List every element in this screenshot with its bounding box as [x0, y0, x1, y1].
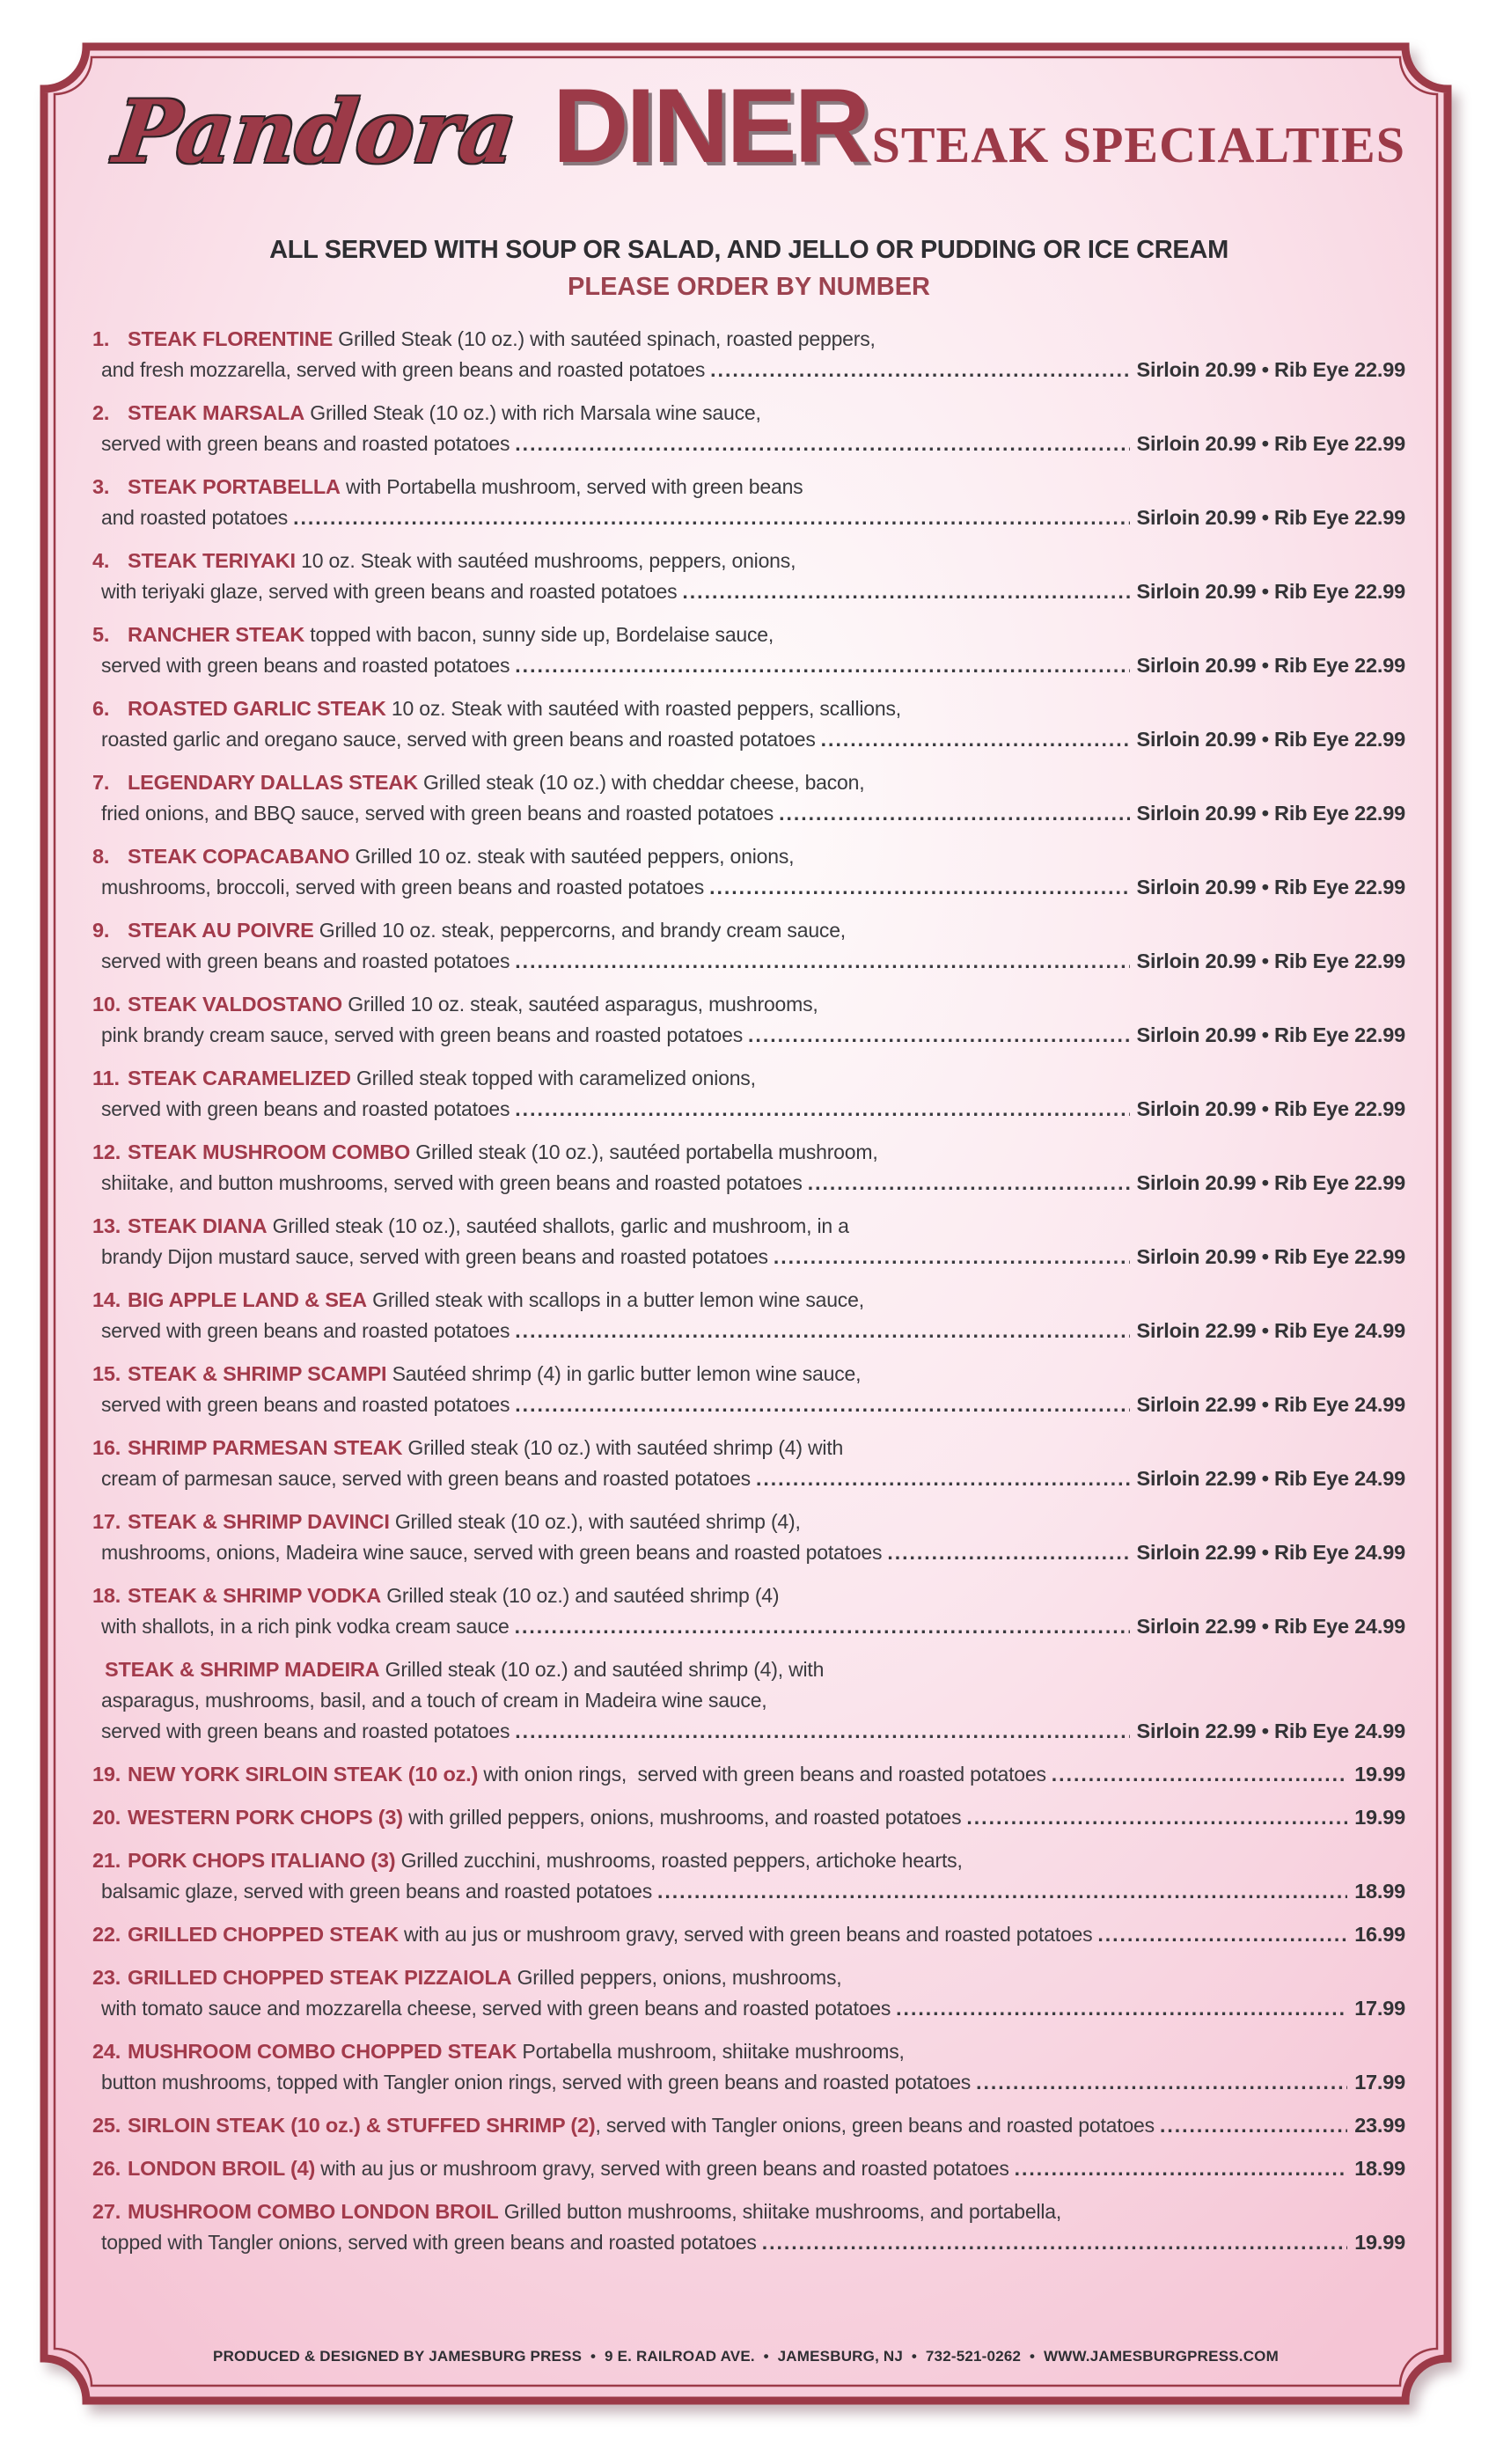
- item-description: Sautéed shrimp (4) in garlic butter lemon wine sauce,: [386, 1362, 862, 1385]
- item-price: 23.99: [1354, 2114, 1405, 2137]
- menu-item: [92, 1962, 1405, 2024]
- item-description: Grilled peppers, onions, mushrooms,: [511, 1966, 842, 1989]
- item-description: button mushrooms, topped with Tangler onion rings, served with green beans and roasted potatoes: [101, 2071, 972, 2094]
- restaurant-script-name: Pandora: [108, 82, 522, 183]
- dot-leader: [515, 650, 1129, 681]
- item-price: 18.99: [1354, 2157, 1405, 2180]
- item-description: served with green beans and roasted potatoes: [101, 654, 510, 677]
- menu-item: [92, 324, 1405, 385]
- dot-leader: [966, 1802, 1347, 1833]
- item-line: [101, 1242, 1405, 1272]
- menu-content: [40, 42, 1452, 2411]
- item-name: STEAK TERIYAKI: [128, 549, 296, 572]
- item-description: Portabella mushroom, shiitake mushrooms,: [517, 2040, 905, 2063]
- item-description: with grilled peppers, onions, mushrooms, and roasted potatoes: [402, 1806, 962, 1829]
- menu-item: [92, 2196, 1405, 2258]
- item-description: served with green beans and roasted potatoes: [101, 1720, 510, 1742]
- item-line: [101, 429, 1405, 459]
- menu-item: [92, 1507, 1405, 1568]
- item-text: [128, 1919, 1092, 1950]
- item-line: [101, 1716, 1405, 1747]
- item-line: [92, 989, 1405, 1020]
- dot-leader: [657, 1876, 1347, 1907]
- dot-leader: [756, 1463, 1130, 1494]
- item-number: 5.: [92, 623, 110, 646]
- menu-item: [92, 2153, 1405, 2184]
- menu-item: [92, 1285, 1405, 1346]
- item-line: [101, 1020, 1405, 1051]
- order-by-number-note: PLEASE ORDER BY NUMBER: [568, 273, 930, 301]
- item-line: [92, 1919, 1405, 1950]
- item-name: STEAK VALDOSTANO: [128, 993, 342, 1016]
- dot-leader: [515, 1094, 1129, 1125]
- item-description: mushrooms, onions, Madeira wine sauce, served with green beans and roasted potatoes: [101, 1541, 883, 1564]
- item-text: [128, 620, 774, 650]
- item-description: asparagus, mushrooms, basil, and a touch of cream in Madeira wine sauce,: [101, 1689, 767, 1712]
- menu-item: [92, 398, 1405, 459]
- item-number: 20.: [92, 1806, 121, 1829]
- item-name: STEAK DIANA: [128, 1214, 268, 1237]
- item-name: STEAK & SHRIMP SCAMPI: [128, 1362, 387, 1385]
- item-number: 26.: [92, 2157, 121, 2180]
- item-price: Sirloin 20.99 • Rib Eye 22.99: [1136, 1023, 1405, 1046]
- item-price: Sirloin 22.99 • Rib Eye 24.99: [1136, 1615, 1405, 1638]
- item-name: PORK CHOPS ITALIANO (3): [128, 1849, 396, 1872]
- item-name: SHRIMP PARMESAN STEAK: [128, 1436, 403, 1459]
- item-description: with Portabella mushroom, served with green beans: [340, 475, 803, 498]
- item-name: STEAK & SHRIMP DAVINCI: [128, 1510, 390, 1533]
- item-name: NEW YORK SIRLOIN STEAK (10 oz.): [128, 1763, 479, 1786]
- item-description: balsamic glaze, served with green beans and roasted potatoes: [101, 1880, 653, 1903]
- item-price: Sirloin 22.99 • Rib Eye 24.99: [1136, 1319, 1405, 1342]
- item-line: [101, 1316, 1405, 1346]
- item-description: served with green beans and roasted potatoes: [101, 1097, 510, 1120]
- item-line: [101, 1993, 1405, 2024]
- item-line: [92, 915, 1405, 946]
- dot-leader: [779, 798, 1129, 829]
- item-price: Sirloin 20.99 • Rib Eye 22.99: [1136, 802, 1405, 825]
- item-description: Grilled 10 oz. steak with sautéed peppers, onions,: [349, 845, 795, 868]
- item-text: [128, 1580, 779, 1611]
- item-description: Grilled steak topped with caramelized onions,: [350, 1067, 756, 1089]
- item-description: and roasted potatoes: [101, 506, 289, 529]
- menu-item: [92, 620, 1405, 681]
- restaurant-brand: DINER: [552, 67, 869, 185]
- item-text: [128, 1137, 878, 1168]
- item-price: Sirloin 20.99 • Rib Eye 22.99: [1136, 358, 1405, 381]
- item-description: with au jus or mushroom gravy, served with green beans and roasted potatoes: [315, 2157, 1009, 2180]
- dot-leader: [821, 724, 1130, 755]
- dot-leader: [808, 1168, 1130, 1199]
- item-line: [92, 1063, 1405, 1094]
- item-description: shiitake, and button mushrooms, served with green beans and roasted potatoes: [101, 1171, 803, 1194]
- item-line: [92, 1759, 1405, 1790]
- item-number: 10.: [92, 993, 121, 1016]
- item-line: [92, 1285, 1405, 1316]
- dot-leader: [762, 2227, 1347, 2258]
- item-text: [128, 1063, 756, 1094]
- item-description: topped with Tangler onions, served with green beans and roasted potatoes: [101, 2231, 757, 2254]
- menu-item: [92, 546, 1405, 607]
- item-text: [128, 1802, 961, 1833]
- item-line: [92, 1962, 1405, 1993]
- item-name: STEAK & SHRIMP MADEIRA: [105, 1658, 380, 1681]
- item-description: cream of parmesan sauce, served with green beans and roasted potatoes: [101, 1467, 751, 1490]
- item-number: 27.: [92, 2200, 121, 2223]
- item-number: 19.: [92, 1763, 121, 1786]
- menu-item: [92, 1063, 1405, 1125]
- item-line: [92, 1507, 1405, 1537]
- item-price: 16.99: [1354, 1923, 1405, 1946]
- item-line: [92, 620, 1405, 650]
- dot-leader: [709, 872, 1129, 903]
- item-line: [92, 1654, 1405, 1685]
- menu-item: [92, 1433, 1405, 1494]
- item-line: [92, 1211, 1405, 1242]
- menu-item: [92, 1919, 1405, 1950]
- item-line: [92, 2110, 1405, 2141]
- item-number: 13.: [92, 1214, 121, 1237]
- item-description: and fresh mozzarella, served with green beans and roasted potatoes: [101, 358, 706, 381]
- item-line: [92, 693, 1405, 724]
- menu-section-title: STEAK SPECIALTIES: [871, 116, 1405, 173]
- item-name: STEAK & SHRIMP VODKA: [128, 1584, 382, 1607]
- item-text: [128, 1359, 861, 1390]
- item-line: [101, 724, 1405, 755]
- item-description: fried onions, and BBQ sauce, served with green beans and roasted potatoes: [101, 802, 774, 825]
- item-description: served with green beans and roasted potatoes: [101, 950, 510, 972]
- dot-leader: [1097, 1919, 1347, 1950]
- dot-leader: [515, 1316, 1129, 1346]
- item-number: 17.: [92, 1510, 121, 1533]
- dot-leader: [976, 2067, 1347, 2098]
- item-number: 24.: [92, 2040, 121, 2063]
- item-name: LONDON BROIL (4): [128, 2157, 316, 2180]
- item-line: [92, 546, 1405, 576]
- item-number: 6.: [92, 697, 110, 720]
- item-text: [128, 767, 864, 798]
- dot-leader: [293, 502, 1129, 533]
- item-line: [92, 2153, 1405, 2184]
- menu-item: [92, 2036, 1405, 2098]
- item-line: [101, 1390, 1405, 1420]
- item-number: 23.: [92, 1966, 121, 1989]
- menu-item: [92, 1359, 1405, 1420]
- item-line: [101, 502, 1405, 533]
- item-price: Sirloin 22.99 • Rib Eye 24.99: [1136, 1393, 1405, 1416]
- dot-leader: [748, 1020, 1129, 1051]
- item-text: [128, 2110, 1155, 2141]
- item-text: [128, 546, 796, 576]
- item-line: [92, 1433, 1405, 1463]
- item-price: 17.99: [1354, 1997, 1405, 2020]
- item-line: [92, 324, 1405, 355]
- item-line: [101, 1537, 1405, 1568]
- item-line: [92, 1802, 1405, 1833]
- item-price: 19.99: [1354, 1806, 1405, 1829]
- item-price: Sirloin 20.99 • Rib Eye 22.99: [1136, 432, 1405, 455]
- item-line: [92, 472, 1405, 502]
- menu-item: [92, 1654, 1405, 1747]
- item-description: Grilled steak (10 oz.), sautéed shallots, garlic and mushroom, in a: [267, 1214, 849, 1237]
- item-name: STEAK COPACABANO: [128, 845, 350, 868]
- dot-leader: [515, 429, 1129, 459]
- item-description: pink brandy cream sauce, served with green beans and roasted potatoes: [101, 1023, 744, 1046]
- item-text: [128, 472, 803, 502]
- item-name: WESTERN PORK CHOPS (3): [128, 1806, 403, 1829]
- item-text: [128, 1845, 963, 1876]
- item-text: [128, 1433, 843, 1463]
- menu-item: [92, 472, 1405, 533]
- menu-item: [92, 767, 1405, 829]
- item-number: 2.: [92, 401, 110, 424]
- item-description: with teriyaki glaze, served with green beans and roasted potatoes: [101, 580, 678, 603]
- item-number: 16.: [92, 1436, 121, 1459]
- item-name: SIRLOIN STEAK (10 oz.) & STUFFED SHRIMP (2): [128, 2114, 596, 2137]
- item-price: 18.99: [1354, 1880, 1405, 1903]
- item-name: STEAK CARAMELIZED: [128, 1067, 351, 1089]
- item-text: [128, 841, 794, 872]
- item-description: , served with Tangler onions, green beans and roasted potatoes: [595, 2114, 1155, 2137]
- dot-leader: [896, 1993, 1347, 2024]
- item-text: [128, 2153, 1009, 2184]
- item-price: Sirloin 20.99 • Rib Eye 22.99: [1136, 876, 1405, 898]
- item-description: Grilled zucchini, mushrooms, roasted peppers, artichoke hearts,: [395, 1849, 963, 1872]
- item-name: MUSHROOM COMBO CHOPPED STEAK: [128, 2040, 517, 2063]
- menu-item: [92, 1211, 1405, 1272]
- item-price: Sirloin 20.99 • Rib Eye 22.99: [1136, 950, 1405, 972]
- item-text: [128, 1759, 1046, 1790]
- item-line: [101, 2227, 1405, 2258]
- printer-credit: PRODUCED & DESIGNED BY JAMESBURG PRESS • 9 E. RAILROAD AVE. • JAMESBURG, NJ • 732-521-0262 • WWW.JAMESBURGPRESS.COM: [213, 2348, 1279, 2365]
- item-description: Grilled steak (10 oz.), sautéed portabella mushroom,: [410, 1140, 878, 1163]
- item-number: 18.: [92, 1584, 121, 1607]
- item-name: GRILLED CHOPPED STEAK: [128, 1923, 399, 1946]
- item-text: [128, 1285, 864, 1316]
- menu-item: [92, 1759, 1405, 1790]
- dot-leader: [710, 355, 1129, 385]
- item-text: [128, 324, 876, 355]
- header: [92, 65, 1405, 222]
- item-line: [92, 841, 1405, 872]
- item-text: [128, 2036, 905, 2067]
- item-description: Grilled steak (10 oz.) and sautéed shrimp (4), with: [379, 1658, 825, 1681]
- item-text: [128, 398, 761, 429]
- item-description: brandy Dijon mustard sauce, served with green beans and roasted potatoes: [101, 1245, 768, 1268]
- item-description: served with green beans and roasted potatoes: [101, 1393, 510, 1416]
- item-description: Grilled steak (10 oz.) and sautéed shrimp (4): [381, 1584, 780, 1607]
- item-line: [101, 1685, 1405, 1716]
- item-name: GRILLED CHOPPED STEAK PIZZAIOLA: [128, 1966, 512, 1989]
- item-line: [101, 355, 1405, 385]
- item-line: [101, 576, 1405, 607]
- item-line: [92, 1359, 1405, 1390]
- item-price: Sirloin 20.99 • Rib Eye 22.99: [1136, 1097, 1405, 1120]
- item-description: Grilled 10 oz. steak, sautéed asparagus, mushrooms,: [342, 993, 818, 1016]
- dot-leader: [887, 1537, 1129, 1568]
- item-text: [128, 2196, 1061, 2227]
- item-line: [92, 1137, 1405, 1168]
- item-description: 10 oz. Steak with sautéed mushrooms, peppers, onions,: [295, 549, 796, 572]
- menu-item: [92, 1580, 1405, 1642]
- menu-item: [92, 2110, 1405, 2141]
- menu-item: [92, 841, 1405, 903]
- item-name: STEAK MARSALA: [128, 401, 305, 424]
- item-price: Sirloin 20.99 • Rib Eye 22.99: [1136, 1245, 1405, 1268]
- item-price: Sirloin 20.99 • Rib Eye 22.99: [1136, 580, 1405, 603]
- item-price: 17.99: [1354, 2071, 1405, 2094]
- item-line: [101, 946, 1405, 977]
- menu-items: [92, 324, 1405, 2258]
- dot-leader: [515, 946, 1129, 977]
- item-line: [92, 2196, 1405, 2227]
- item-name: STEAK MUSHROOM COMBO: [128, 1140, 411, 1163]
- item-description: Grilled 10 oz. steak, peppercorns, and brandy cream sauce,: [313, 919, 846, 942]
- item-number: 8.: [92, 845, 110, 868]
- dot-leader: [515, 1716, 1129, 1747]
- menu-item: [92, 1845, 1405, 1907]
- dot-leader: [515, 1390, 1129, 1420]
- item-line: [92, 1580, 1405, 1611]
- item-name: STEAK AU POIVRE: [128, 919, 314, 942]
- menu-item: [92, 693, 1405, 755]
- item-line: [92, 1845, 1405, 1876]
- item-number: 25.: [92, 2114, 121, 2137]
- item-number: 21.: [92, 1849, 121, 1872]
- item-number: 11.: [92, 1067, 120, 1089]
- item-price: Sirloin 22.99 • Rib Eye 24.99: [1136, 1541, 1405, 1564]
- item-description: Grilled button mushrooms, shiitake mushrooms, and portabella,: [498, 2200, 1062, 2223]
- item-description: topped with bacon, sunny side up, Bordelaise sauce,: [304, 623, 774, 646]
- item-number: 14.: [92, 1288, 121, 1311]
- item-description: with au jus or mushroom gravy, served with green beans and roasted potatoes: [398, 1923, 1093, 1946]
- item-text: [128, 1507, 801, 1537]
- item-line: [101, 1463, 1405, 1494]
- item-line: [101, 872, 1405, 903]
- item-name: RANCHER STEAK: [128, 623, 305, 646]
- item-line: [92, 2036, 1405, 2067]
- menu-item: [92, 915, 1405, 977]
- menu-card: [40, 42, 1452, 2411]
- item-price: Sirloin 20.99 • Rib Eye 22.99: [1136, 728, 1405, 751]
- item-price: Sirloin 20.99 • Rib Eye 22.99: [1136, 1171, 1405, 1194]
- item-text: [105, 1654, 824, 1685]
- item-price: Sirloin 22.99 • Rib Eye 24.99: [1136, 1720, 1405, 1742]
- item-description: served with green beans and roasted potatoes: [101, 432, 510, 455]
- item-description: mushrooms, broccoli, served with green beans and roasted potatoes: [101, 876, 705, 898]
- item-price: Sirloin 20.99 • Rib Eye 22.99: [1136, 654, 1405, 677]
- item-description: with tomato sauce and mozzarella cheese, served with green beans and roasted potatoes: [101, 1997, 891, 2020]
- item-description: Grilled Steak (10 oz.) with sautéed spinach, roasted peppers,: [333, 327, 876, 350]
- item-line: [101, 1876, 1405, 1907]
- item-line: [101, 1611, 1405, 1642]
- item-number: 3.: [92, 475, 110, 498]
- item-price: 19.99: [1354, 1763, 1405, 1786]
- item-price: 19.99: [1354, 2231, 1405, 2254]
- item-text: [128, 989, 818, 1020]
- item-price: Sirloin 22.99 • Rib Eye 24.99: [1136, 1467, 1405, 1490]
- item-description: with shallots, in a rich pink vodka cream sauce: [101, 1615, 510, 1638]
- dot-leader: [682, 576, 1129, 607]
- item-text: [128, 1962, 841, 1993]
- item-description: roasted garlic and oregano sauce, served with green beans and roasted potatoes: [101, 728, 816, 751]
- item-line: [101, 2067, 1405, 2098]
- item-line: [101, 1094, 1405, 1125]
- item-description: Grilled steak with scallops in a butter lemon wine sauce,: [366, 1288, 864, 1311]
- dot-leader: [774, 1242, 1130, 1272]
- item-number: 1.: [92, 327, 110, 350]
- item-number: 9.: [92, 919, 110, 942]
- item-name: STEAK PORTABELLA: [128, 475, 341, 498]
- dot-leader: [1015, 2153, 1348, 2184]
- dot-leader: [515, 1611, 1130, 1642]
- item-line: [92, 398, 1405, 429]
- item-number: 12.: [92, 1140, 121, 1163]
- item-number: 15.: [92, 1362, 121, 1385]
- item-line: [92, 767, 1405, 798]
- item-number: 4.: [92, 549, 110, 572]
- item-price: Sirloin 20.99 • Rib Eye 22.99: [1136, 506, 1405, 529]
- dot-leader: [1160, 2110, 1347, 2141]
- item-description: 10 oz. Steak with sautéed with roasted peppers, scallions,: [385, 697, 901, 720]
- item-description: Grilled steak (10 oz.), with sautéed shrimp (4),: [389, 1510, 801, 1533]
- menu-item: [92, 989, 1405, 1051]
- menu-item: [92, 1802, 1405, 1833]
- menu-item: [92, 1137, 1405, 1199]
- item-number: 7.: [92, 771, 110, 794]
- dot-leader: [1052, 1759, 1347, 1790]
- served-note: ALL SERVED WITH SOUP OR SALAD, AND JELLO OR PUDDING OR ICE CREAM: [269, 236, 1228, 264]
- item-text: [128, 693, 901, 724]
- item-description: Grilled steak (10 oz.) with sautéed shrimp (4) with: [402, 1436, 844, 1459]
- item-line: [101, 1168, 1405, 1199]
- item-line: [101, 798, 1405, 829]
- item-name: LEGENDARY DALLAS STEAK: [128, 771, 418, 794]
- item-description: Grilled steak (10 oz.) with cheddar cheese, bacon,: [417, 771, 865, 794]
- item-name: MUSHROOM COMBO LONDON BROIL: [128, 2200, 499, 2223]
- item-name: STEAK FLORENTINE: [128, 327, 334, 350]
- item-text: [128, 915, 846, 946]
- item-line: [101, 650, 1405, 681]
- item-text: [128, 1211, 849, 1242]
- item-description: with onion rings, served with green beans and roasted potatoes: [478, 1763, 1046, 1786]
- item-name: ROASTED GARLIC STEAK: [128, 697, 386, 720]
- item-description: Grilled Steak (10 oz.) with rich Marsala wine sauce,: [304, 401, 761, 424]
- item-description: served with green beans and roasted potatoes: [101, 1319, 510, 1342]
- item-number: 22.: [92, 1923, 121, 1946]
- item-name: BIG APPLE LAND & SEA: [128, 1288, 367, 1311]
